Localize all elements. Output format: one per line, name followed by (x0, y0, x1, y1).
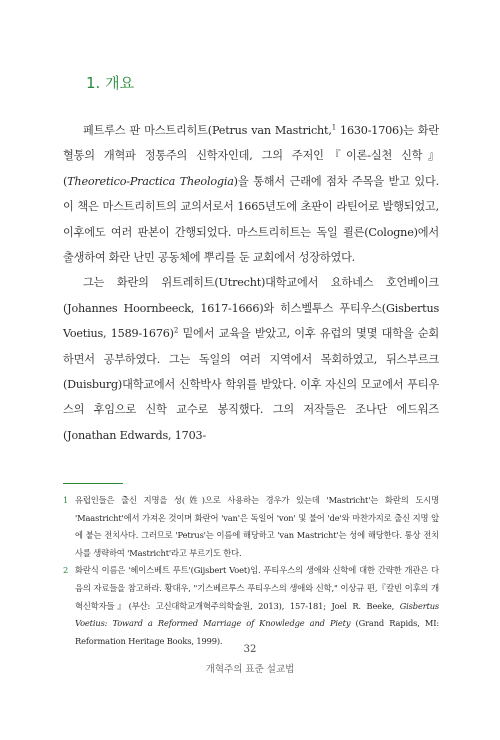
book-title-italic: Theoretico-Practica Theologia (67, 174, 234, 188)
body-text (63, 118, 439, 448)
paragraph-text: )을 통해서 근래에 점차 주목을 받고 있다. 이 책은 마스트리히트의 교의서로서 1665년도에 초판이 라틴어로 발행되었고, 이후에도 여러 판본이 간행되었다. 마스트리히트는 독일 쾰른(Cologne)에서 출생하여 화란 난민 공동체에 뿌리를 둔 교회에서 성장하였다. (63, 174, 440, 265)
paragraph-text: 1630-1706)는 화란 혈통의 개혁파 정통주의 신학자인데, 그의 주저인『이론-실천 신학』( (63, 124, 439, 188)
paragraph-text: 밑에서 교육을 받았고, 이후 유럽의 몇몇 대학을 순회하면서 공부하였다. 그는 독일의 여러 지역에서 목회하였고, 뒤스부르크(Duisburg)대학교에서 신학박사 학위를 받았다. 이후 자신의 모교에서 푸티우스의 후임으로 신학 교수로 봉직했다. 그의 저작들은 조나단 에드워즈(Jonathan Edwards, 1703- (63, 327, 439, 442)
paragraph-1 (63, 118, 439, 270)
section-heading: 1. 개요 (86, 74, 135, 92)
footnote-text (75, 562, 439, 650)
footnote-text: 유럽인들은 출신 지명을 성(姓)으로 사용하는 경우가 있는데 'Mastricht'는 화란의 도시명 'Maastricht'에서 가져온 것이며 화란어 'van'은 독일어 'von' 및 불어 'de'와 마찬가지로 출신 지명 앞에 붙는 전치사다. 그러므로 'Petrus'는 이름에 해당하고 'van Mastricht'는 성에 해당한다. 통상 전치사를 생략하여 'Mastricht'라고 부르기도 한다. (75, 495, 439, 558)
footnote-text-part: 화란식 이름은 '헤이스베트 푸트'(Gijsbert Voet)임. 푸티우스의 생애와 신학에 대한 간략한 개관은 다음의 자료들을 참고하라. 황대우, "기스베르투스 푸티우스의 생애와 신학," 이상규 편,『칼빈 이후의 개혁신학자들』(부산: 고신대학교개혁주의학술원, 2013), 157-181; Joel R. Beeke, (75, 565, 439, 611)
footnote-2 (63, 562, 439, 650)
running-footer-title: 개혁주의 표준 설교법 (205, 664, 295, 675)
footnote-ref-1[interactable]: 1 (331, 123, 336, 132)
paragraph-text: 페트루스 판 마스트리히트(Petrus van Mastricht, (83, 124, 332, 137)
footnote-text-part: (Grand Rapids, MI: Reformation Heritage Books, 1999). (75, 618, 440, 646)
footnotes (63, 492, 439, 650)
page-number: 32 (243, 644, 257, 655)
footnote-number: 1 (63, 495, 69, 505)
footnote-ref-2[interactable]: 2 (173, 326, 179, 335)
footnote-italic-title: Gisbertus Voetius: Toward a Reformed Marriage of Knowledge and Piety (75, 600, 439, 629)
footnote-1 (63, 492, 439, 562)
paragraph-text: 그는 화란의 위트레히트(Utrecht)대학교에서 요하네스 호언베이크(Johannes Hoornbeeck, 1617-1666)와 히스벨투스 푸티우스(Gisbertus Voetius, 1589-1676) (63, 276, 439, 341)
paragraph-2 (63, 270, 439, 448)
footnote-number: 2 (63, 565, 69, 576)
footnote-divider (63, 483, 123, 484)
